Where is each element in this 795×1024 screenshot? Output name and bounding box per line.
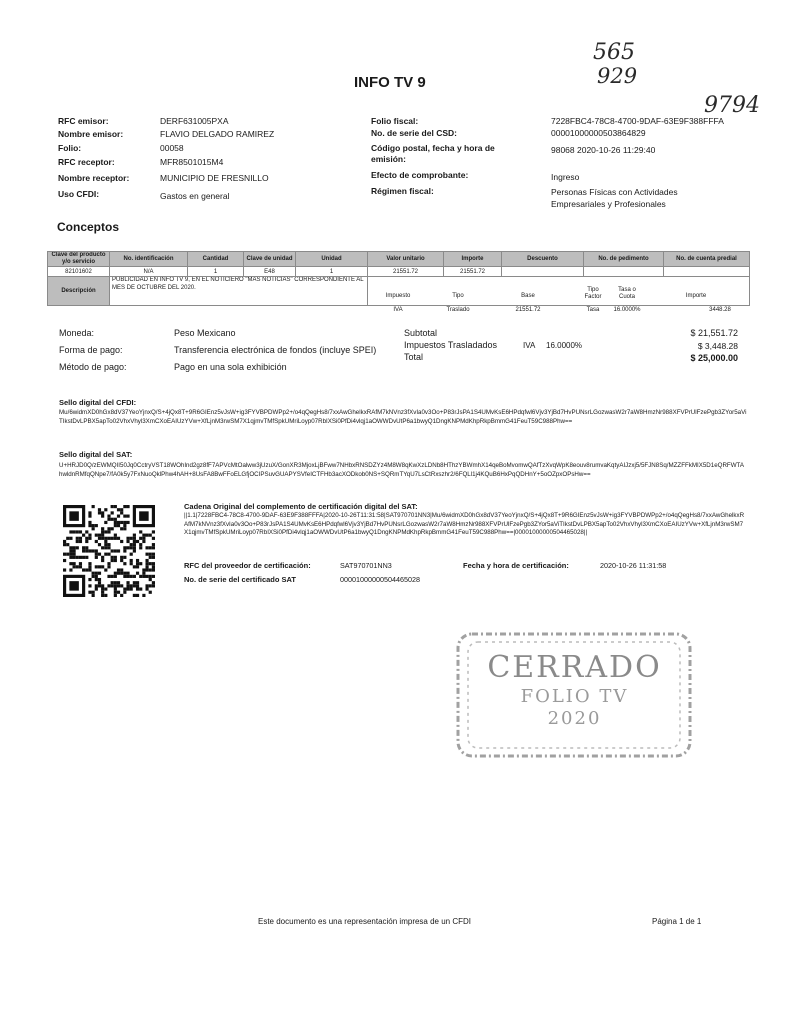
efecto-value: Ingreso — [551, 172, 580, 182]
header-cell: Clave de unidad — [244, 252, 296, 267]
header-cell: No. de cuenta predial — [664, 252, 750, 267]
cadena-text: ||1.1|7228FBC4-78C8-4700-9DAF-63E9F388FFFA|2020-10-26T11:31:58|SAT970701NN3|Mu/6widmXD0hGx8dV37YeoYjnxQ/S+4jQx8T+9R6GIEnz5vJsW+ig3FYVBPDWPp2+/o4qQegHs8/7xxAwGhelkxRAfM7kNVnz3fXvIa0v3Oo+P83rJsPA1S4UMvKsE6HPdqfwl6Vjv3YjBd7HvPUNsrLGozwasW2r7aW8HmzNr988XFVPrUlFzePgb3ZYor5aViTIkstDvLPBX5apTo02VhxVhyl3XmCXoEAIUzYVw+XfLjnM3rwSM7X1qjmvTMfSpkUMriLoyp07RbIXSi0PfDi4vlqj1aOWWDvUtP6a1bwyQ1DngKNPMdKhpRkpBmmG41FeuT59C988Phw==|00001000000504465028|| — [184, 512, 745, 536]
header-cell: Descuento — [502, 252, 584, 267]
table-row — [48, 267, 750, 277]
moneda-value: Peso Mexicano — [174, 328, 236, 338]
table-cell: E48 — [244, 267, 296, 277]
nombre-receptor-value: MUNICIPIO DE FRESNILLO — [160, 173, 269, 183]
fecha-certificacion-value: 2020-10-26 11:31:58 — [600, 561, 667, 570]
codigo-value: 98068 2020-10-26 11:29:40 — [551, 145, 656, 155]
nombre-emisor-label: Nombre emisor: — [58, 129, 124, 139]
uso-cfdi-label: Uso CFDI: — [58, 189, 100, 199]
folio-fiscal-value: 7228FBC4-78C8-4700-9DAF-63E9F388FFFA — [551, 116, 724, 126]
nombre-receptor-label: Nombre receptor: — [58, 173, 130, 183]
tax-header: Tipo — [452, 293, 464, 299]
tax-value: Tasa — [586, 307, 600, 313]
codigo-label-1: Código postal, fecha y hora de — [371, 143, 495, 153]
header-cell: Valor unitario — [368, 252, 444, 267]
serie-sat-label: No. de serie del certificado SAT — [184, 575, 296, 584]
header-cell: Importe — [444, 252, 502, 267]
moneda-label: Moneda: — [59, 328, 95, 338]
footer-note: Este documento es una representación impresa de un CFDI — [258, 917, 472, 926]
qr-code-icon — [63, 505, 155, 597]
tax-header: Importe — [685, 293, 707, 299]
handwritten-note-2: 929 — [597, 64, 638, 88]
header-cell: Unidad — [296, 252, 368, 267]
descripcion-text: PUBLICIDAD EN INFO TV 9, EN EL NOTICIERO "MAS NOTICIAS" CORRESPONDIENTE AL MES DE OCTUBRE DEL 2020. — [110, 277, 368, 306]
header-cell: Cantidad — [188, 252, 244, 267]
impuestos-tipo: IVA — [523, 341, 536, 350]
tax-header: Tasa o Cuota — [618, 287, 636, 300]
nombre-emisor-value: FLAVIO DELGADO RAMIREZ — [160, 129, 275, 139]
table-cell: N/A — [110, 267, 188, 277]
header-cell: Clave del producto y/o servicio — [48, 252, 110, 267]
fecha-certificacion-label: Fecha y hora de certificación: — [463, 561, 569, 570]
folio-label: Folio: — [58, 143, 82, 153]
stamp-line-3: 2020 — [547, 708, 602, 729]
forma-pago-label: Forma de pago: — [59, 345, 123, 355]
tax-value: IVA — [393, 307, 403, 313]
tax-cell — [368, 277, 750, 306]
efecto-label: Efecto de comprobante: — [371, 170, 469, 180]
descripcion-row — [48, 277, 750, 306]
stamp-line-1: CERRADO — [487, 650, 662, 685]
tax-header: Impuesto — [385, 293, 411, 299]
regimen-value-1: Personas Físicas con Actividades — [551, 187, 678, 197]
serie-csd-value: 00001000000503864829 — [551, 128, 646, 138]
table-cell — [664, 267, 750, 277]
table-cell — [584, 267, 664, 277]
table-cell: 21551.72 — [368, 267, 444, 277]
table-cell: 1 — [188, 267, 244, 277]
tax-header: Tipo Factor — [584, 287, 602, 300]
table-cell — [502, 267, 584, 277]
rfc-proveedor-value: SAT970701NN3 — [340, 561, 392, 570]
document-title: INFO TV 9 — [354, 74, 426, 91]
impuestos-tasa: 16.0000% — [546, 341, 583, 350]
descripcion-label: Descripción — [48, 277, 110, 306]
codigo-label-2: emisión: — [371, 154, 406, 164]
conceptos-header-row — [48, 252, 750, 267]
serie-csd-label: No. de serie del CSD: — [371, 128, 457, 138]
rfc-proveedor-label: RFC del proveedor de certificación: — [184, 561, 311, 570]
sello-cfdi-text: Mu/6widmXD0hGx8dV37YeoYjnxQ/S+4jQx8T+9R6GIEnz5vJsW+ig3FYVBPDWPp2+/o4qQegHs8/7xxAwGhelkxRAfM7kNVnz3fXvIa0v3Oo+P83rJsPA1S4UMvKsE6HPdqfwl6Vjv3YjBd7HvPUNsrLGozwasW2r7aW8HmzNr988XFVPrUlFzePgb3ZYor5aViTIkstDvLPBX5apTo02VhxVhyl3XmCXoEAIUzYVw+XfLjnM3rwSM7X1qjmvTMfSpkUMriLoyp07RbIXSi0PfDi4vlqj1aOWWDvUtP6a1bwyQ1DngKNPMdKhpRkpBmmG41FeuT59C988Phw== — [59, 409, 747, 425]
impuestos-value: $ 3,448.28 — [697, 341, 738, 351]
header-cell: No. de pedimento — [584, 252, 664, 267]
total-label: Total — [404, 352, 424, 362]
header-cell: No. identificación — [110, 252, 188, 267]
total-value: $ 25,000.00 — [690, 353, 738, 363]
tax-value: 16.0000% — [613, 307, 641, 313]
folio-value: 00058 — [160, 143, 184, 153]
serie-sat-value: 00001000000504465028 — [340, 575, 420, 584]
forma-pago-value: Transferencia electrónica de fondos (incluye SPEI) — [174, 345, 377, 355]
table-cell: 82101602 — [48, 267, 110, 277]
regimen-label: Régimen fiscal: — [371, 186, 434, 196]
cerrado-stamp — [452, 628, 697, 763]
metodo-pago-value: Pago en una sola exhibición — [174, 362, 287, 372]
sello-sat-text: U+HRJD0Q/zEWMQII50Jq0CctryVST18WOhInd2gz8fF7APVcMtOalww3jUzuX/GonXR3MjoxLjBFww7NHbxRNSDZYz4M8W8qKwXzLDNb8HThzYBWmhX14qeBoMvomwQAfTzXvqWpK8eouv8rumvaKqtyAIJzxj5/5FJN8Sq/MZZFFkMIX5D1eQRFWTAhwldnRMfqQNpe7/fA0k5y7FxNuoQklPhw4hAH+8UsFA8BwFFoELGfjOCIPSuvGUAPYSVfeICTFHb3acXODkob0NS+SQRmTYqU7LsCtRxszhr2/6FQLl1j4KQuB6HxPqQDHnY+5oOZpxOPsHw== — [59, 462, 744, 478]
subtotal-label: Subtotal — [404, 328, 438, 338]
uso-cfdi-value: Gastos en general — [160, 191, 230, 201]
sello-sat-label: Sello digital del SAT: — [59, 450, 133, 459]
tax-value: Traslado — [446, 307, 470, 313]
tax-header: Base — [521, 293, 535, 299]
rfc-emisor-value: DERF631005PXA — [160, 116, 229, 126]
cadena-label: Cadena Original del complemento de certificación digital del SAT: — [184, 502, 418, 511]
sello-cfdi-label: Sello digital del CFDI: — [59, 398, 137, 407]
table-cell: 21551.72 — [444, 267, 502, 277]
rfc-emisor-label: RFC emisor: — [58, 116, 109, 126]
subtotal-value: $ 21,551.72 — [690, 328, 738, 338]
handwritten-note-1: 565 — [593, 40, 635, 65]
regimen-value-2: Empresariales y Profesionales — [551, 199, 666, 209]
tax-value: 21551.72 — [515, 307, 541, 313]
tax-value: 3448.28 — [709, 307, 731, 313]
stamp-line-2: FOLIO TV — [520, 686, 629, 707]
rfc-receptor-label: RFC receptor: — [58, 157, 115, 167]
impuestos-label: Impuestos Trasladados — [404, 340, 498, 350]
metodo-pago-label: Método de pago: — [59, 362, 127, 372]
footer-page: Página 1 de 1 — [652, 917, 702, 926]
rfc-receptor-value: MFR8501015M4 — [160, 157, 224, 167]
handwritten-note-3: 9794 — [704, 93, 760, 118]
folio-fiscal-label: Folio fiscal: — [371, 116, 419, 126]
conceptos-title: Conceptos — [57, 220, 120, 234]
table-cell: 1 — [296, 267, 368, 277]
